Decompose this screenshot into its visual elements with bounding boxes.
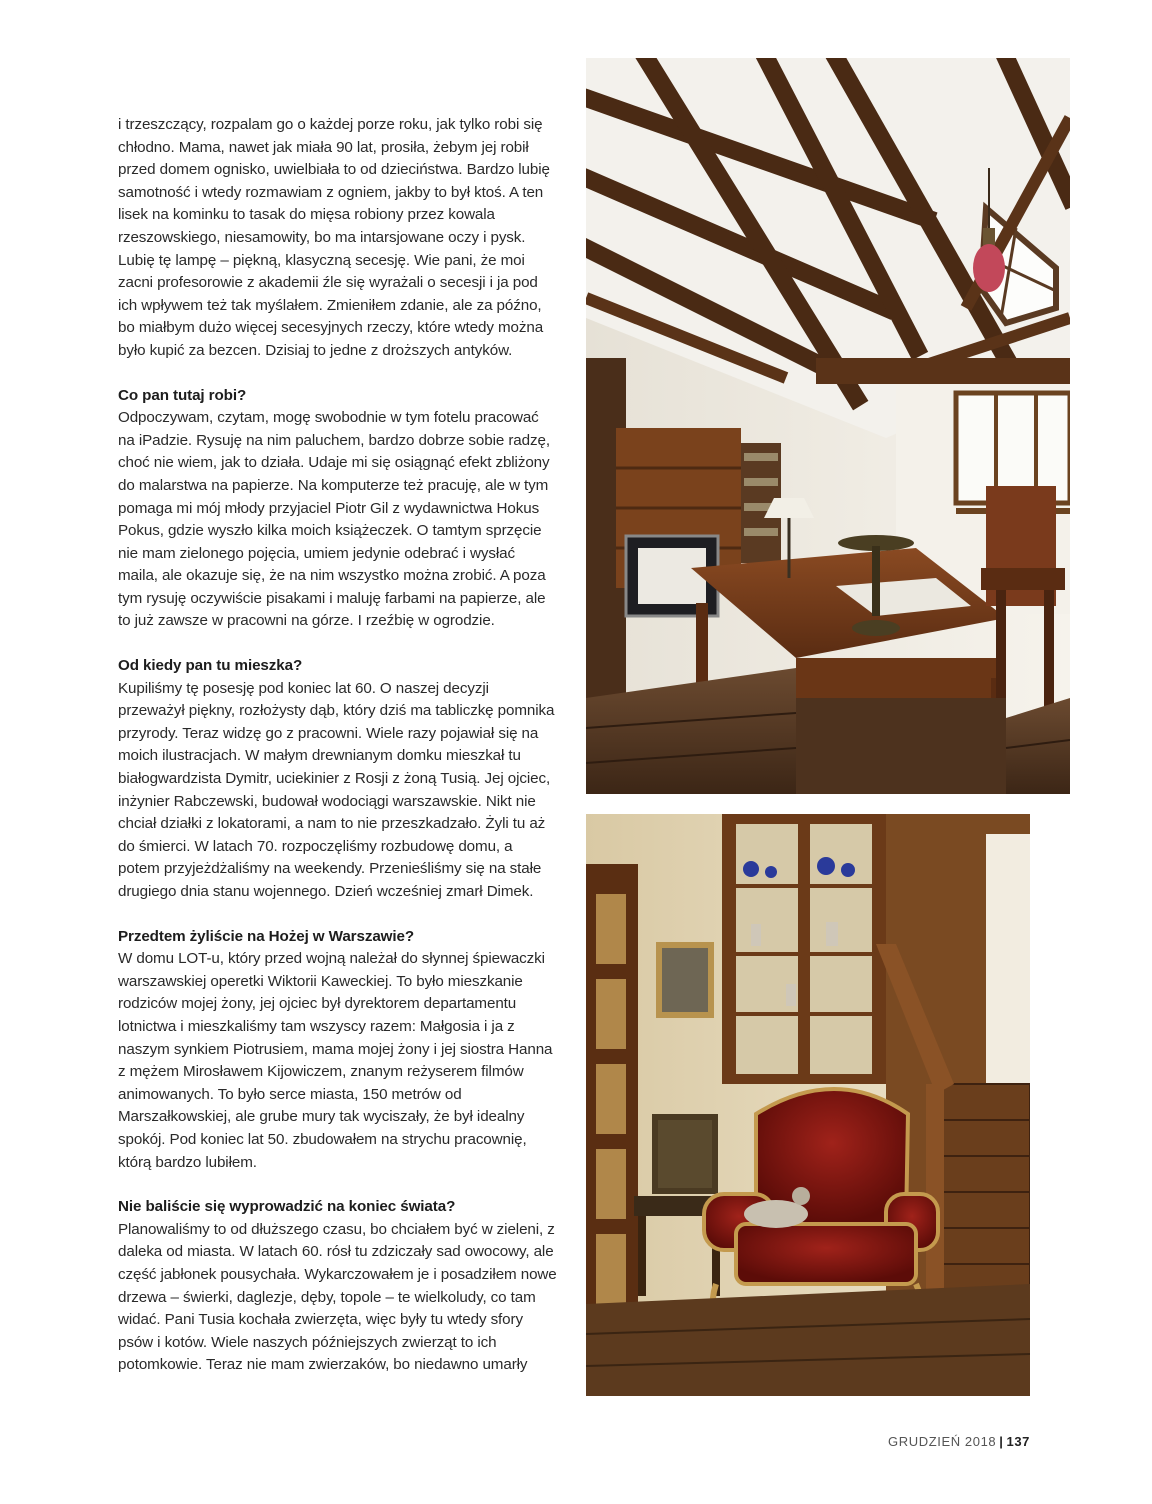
question-heading: Od kiedy pan tu mieszka? xyxy=(118,657,303,675)
answer-paragraph: Kupiliśmy tę posesję pod koniec lat 60. O naszej decyzji przeważył piękny, rozłożysty dąb, który dziś ma tabliczkę pomnika przyrody. Teraz widzę go z pracowni. Wiele razy pojawiał się na moich ilustracjach. W małym drewnianym domku mieszkał tu białogwardzista Dymitr, uciekinier z Rosji z żoną Tusią. Jej ojciec, inżynier Rabczewski, budował wodociągi warszawskie. Nikt nie chciał działki z lokatorami, a nam to nie przeszkadzało. Żyli tu aż do śmierci. W latach 70. rozpoczęliśmy rozbudowę domu, a potem przyjeżdżaliśmy na weekendy. Przenieśliśmy się na stałe drugiego dnia stanu wojennego. Dzień wcześniej zmarł Dimek. xyxy=(118,679,555,900)
hallway-illustration xyxy=(586,814,1030,1396)
page-footer xyxy=(888,1434,1030,1449)
studio-attic-illustration xyxy=(586,58,1070,794)
intro-paragraph: i trzeszczący, rozpalam go o każdej porze roku, jak tylko robi się chłodno. Mama, nawet jak miała 90 lat, prosiła, żebym jej robił przed domem ognisko, uwielbiała to od dzieciństwa. Bardzo lubię samotność i wtedy rozmawiam z ogniem, jakby to był ktoś. A ten lisek na kominku to tasak do mięsa robiony przez kowala rzeszowskiego, niesamowity, bo ma intarsjowane oczy i pysk. Lubię tę lampę – piękną, klasyczną secesję. Wie pani, że moi zacni profesorowie z akademii źle się wyrażali o secesji i ja pod ich wpływem też tak myślałem. Zmieniłem zdanie, ale za późno, bo miałbym dużo więcej secesyjnych rzeczy, które wtedy można było kupić za bezcen. Dzisiaj to jedne z droższych antyków. xyxy=(118,116,550,359)
footer-separator: | xyxy=(999,1434,1004,1449)
intro-block xyxy=(118,114,558,363)
article-text-column xyxy=(118,114,558,1377)
answer-paragraph: Planowaliśmy to od dłuższego czasu, bo chciałem być w zieleni, z daleka od miasta. W latach 60. rósł tu zdziczały sad owocowy, ale część jabłonek pousychała. Wykarczowałem je i posadziłem nowe drzewa – świerki, daglezje, dęby, topole – te wielkoludy, co tam widać. Pani Tusia kochała zwierzęta, więc były tu wtedy sfory psów i kotów. Wiele naszych późniejszych zwierząt to ich potomkowie. Teraz nie mam zwierzaków, bo niedawno umarły xyxy=(118,1220,557,1374)
studio-attic-photo xyxy=(586,58,1070,794)
answer-paragraph: W domu LOT-u, który przed wojną należał do słynnej śpiewaczki warszawskiej operetki Wiktorii Kaweckiej. To było mieszkanie rodziców mojej żony, jej ojciec był dyrektorem departamentu lotnictwa i mieszkaliśmy tam wszyscy razem: Małgosia i ja z naszym synkiem Piotrusiem, mama mojej żony i jej siostra Hanna z mężem Mirosławem Kijowiczem, znanym reżyserem filmów animowanych. To było serce miasta, 150 metrów od Marszałkowskiej, ale grube mury tak wyciszały, że był idealny spokój. Pod koniec lat 50. zbudowałem na strychu pracownię, którą bardzo lubiłem. xyxy=(118,950,553,1171)
page-number: 137 xyxy=(1006,1434,1030,1449)
question-heading: Co pan tutaj robi? xyxy=(118,386,247,404)
issue-date: GRUDZIEŃ 2018 xyxy=(888,1434,997,1449)
question-heading: Nie baliście się wyprowadzić na koniec świata? xyxy=(118,1198,456,1216)
question-heading: Przedtem żyliście na Hożej w Warszawie? xyxy=(118,927,415,945)
answer-paragraph: Odpoczywam, czytam, mogę swobodnie w tym fotelu pracować na iPadzie. Rysuję na nim paluchem, bardzo dobrze sobie radzę, choć nie wiem, jak to działa. Udaje mi się osiągnąć efekt zbliżony do malarstwa na papierze. Na komputerze też pracuję, ale w tym pomaga mi mój młody przyjaciel Piotr Gil z wydawnictwa Hokus Pokus, gdzie wyszło kilka moich książeczek. O tamtym sprzęcie nie mam zielonego pojęcia, umiem jedynie odebrać i wysłać maila, ale okazuje się, że na nim wszystko można zrobić. A poza tym rysuję oczywiście pisakami i maluję farbami na papierze, ale to już zawsze w pracowni na górze. I rzeźbię w ogrodzie. xyxy=(118,409,550,630)
hallway-armchair-photo xyxy=(586,814,1030,1396)
